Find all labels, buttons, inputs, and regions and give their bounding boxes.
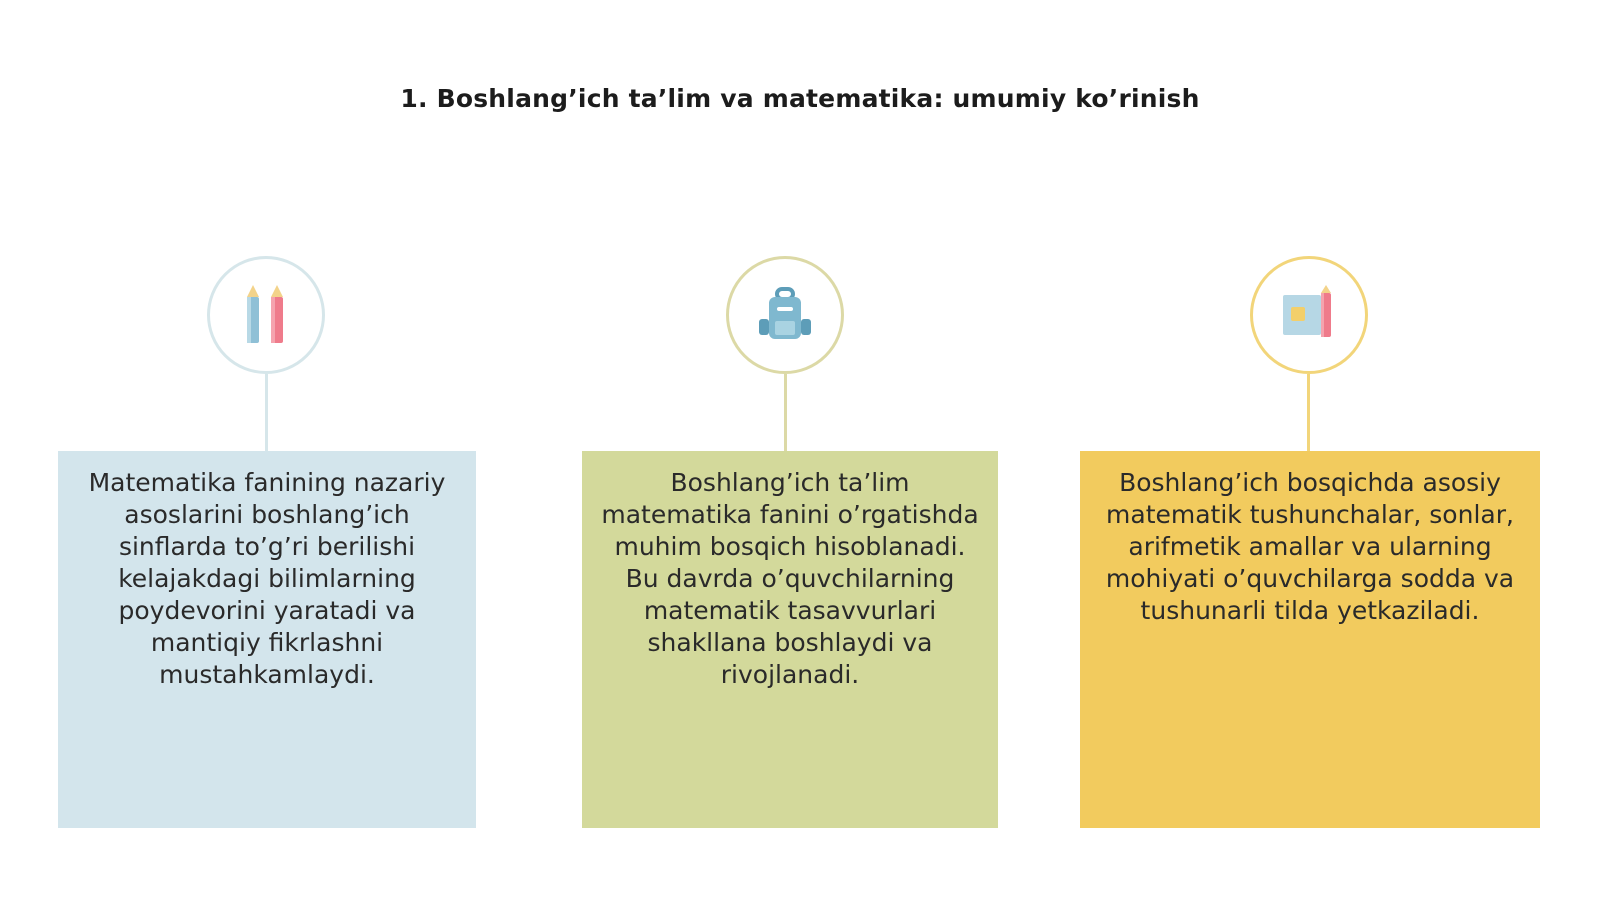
connector-line bbox=[265, 374, 268, 452]
pencils-icon bbox=[239, 283, 293, 347]
info-card bbox=[1080, 451, 1540, 828]
paper-pencil-icon-circle bbox=[1250, 256, 1368, 374]
card-text: Matematika fanining nazariy asoslarini boshlang’ich sinflarda to’g’ri berilishi kelajakdagi bilimlarning poydevorini yaratadi va mantiqiy fikrlashni mustahkamlaydi. bbox=[88, 468, 446, 689]
connector-line bbox=[1307, 374, 1310, 452]
info-card bbox=[582, 451, 998, 828]
paper-pencil-icon bbox=[1279, 285, 1339, 345]
backpack-icon-circle bbox=[726, 256, 844, 374]
pencils-icon-circle bbox=[207, 256, 325, 374]
connector-line bbox=[784, 374, 787, 452]
slide-title: 1. Boshlang’ich ta’lim va matematika: umumiy ko’rinish bbox=[400, 84, 1200, 113]
card-text: Boshlang’ich ta’lim matematika fanini o’rgatishda muhim bosqich hisoblanadi. Bu davrda o’quvchilarning matematik tasavvurlari shakllana boshlaydi va rivojlanadi. bbox=[601, 468, 979, 689]
info-card bbox=[58, 451, 476, 828]
backpack-icon bbox=[755, 285, 815, 345]
card-text: Boshlang’ich bosqichda asosiy matematik tushunchalar, sonlar, arifmetik amallar va ularning mohiyati o’quvchilarga sodda va tushunarli tilda yetkaziladi. bbox=[1105, 468, 1515, 625]
